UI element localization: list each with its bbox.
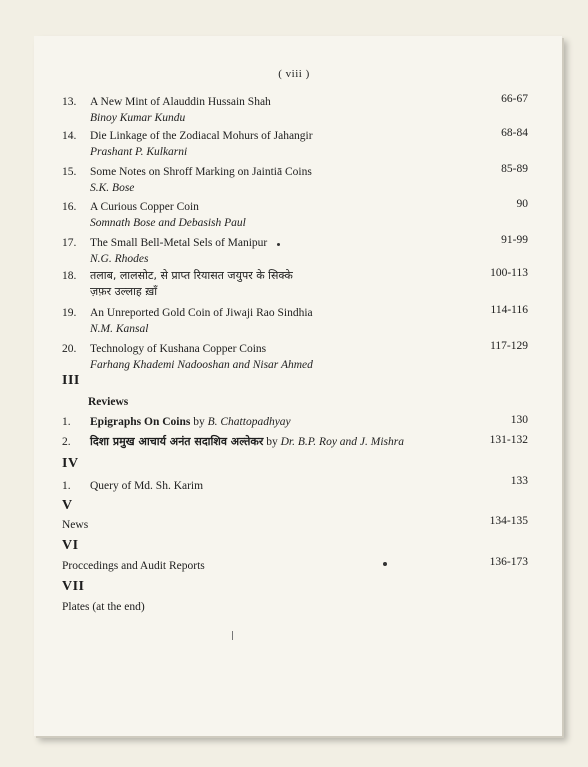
ink-speck [277,243,280,246]
entry-author: N.G. Rhodes [90,253,149,265]
entry-pages: 66-67 [501,93,528,105]
entry-title: Query of Md. Sh. Karim [90,480,204,492]
entry-number: 19. [62,307,77,319]
entry-pages: 100-113 [490,267,528,279]
review-title: Epigraphs On Coins [90,416,191,428]
section-numeral: V [62,498,73,513]
ink-speck [383,562,387,566]
entry-pages: 133 [510,475,528,487]
entry-number: 16. [62,201,77,213]
entry-number: 20. [62,343,77,355]
page-folio: ( viii ) [278,68,310,80]
entry-title: तलाब, लालसोट, से प्राप्त रियासत जयुपर के सिक्के [90,269,293,282]
entry-pages: 117-129 [490,340,528,352]
entry-number: 15. [62,166,77,178]
entry-title [90,414,291,430]
review-author: Dr. B.P. Roy and J. Mishra [280,436,404,448]
section-title: Proccedings and Audit Reports [62,560,205,572]
entry-author: Farhang Khademi Nadooshan and Nisar Ahmed [90,359,313,371]
entry-title [90,434,404,450]
entry-title: An Unreported Gold Coin of Jiwaji Rao Sindhia [90,307,313,319]
entry-title: A New Mint of Alauddin Hussain Shah [90,96,271,108]
entry-author: ज़फ़र उल्लाह ख़ाँ [90,285,158,298]
entry-number: 2. [62,436,71,448]
section-pages: 136-173 [489,556,528,568]
entry-number: 14. [62,130,77,142]
entry-number: 1. [62,416,71,428]
entry-author: Binoy Kumar Kundu [90,112,186,124]
entry-number: 18. [62,270,77,282]
section-heading: Reviews [88,396,129,408]
review-by: by [190,416,208,428]
entry-pages: 90 [516,198,528,210]
section-pages: 134-135 [489,515,528,527]
entry-number: 13. [62,96,77,108]
entry-pages: 91-99 [501,234,528,246]
entry-pages: 130 [510,414,528,426]
review-author: B. Chattopadhyay [207,416,291,428]
section-numeral: VII [62,579,85,594]
entry-title: The Small Bell-Metal Sels of Manipur [90,237,268,249]
entry-title: Die Linkage of the Zodiacal Mohurs of Jahangir [90,130,313,142]
entry-author: Prashant P. Kulkarni [90,146,188,158]
entry-pages: 85-89 [501,163,528,175]
entry-pages: 114-116 [490,304,528,316]
entry-title: A Curious Copper Coin [90,201,199,213]
section-numeral: III [62,373,80,388]
entry-author: N.M. Kansal [90,323,149,335]
section-numeral: IV [62,456,79,471]
section-numeral: VI [62,538,79,553]
entry-author: Somnath Bose and Debasish Paul [90,217,246,229]
section-title: Plates (at the end) [62,601,145,613]
entry-title: Some Notes on Shroff Marking on Jaintiā Coins [90,166,312,178]
entry-number: 1. [62,480,71,492]
entry-author: S.K. Bose [90,182,135,194]
section-title: News [62,519,89,531]
entry-number: 17. [62,237,77,249]
review-title: दिशा प्रमुख आचार्य अनंत सदाशिव अल्तेकर [90,435,264,448]
review-by: by [263,436,281,448]
entry-pages: 68-84 [501,127,528,139]
entry-pages: 131-132 [489,434,528,446]
ink-mark [232,631,233,640]
entry-title: Technology of Kushana Copper Coins [90,343,267,355]
